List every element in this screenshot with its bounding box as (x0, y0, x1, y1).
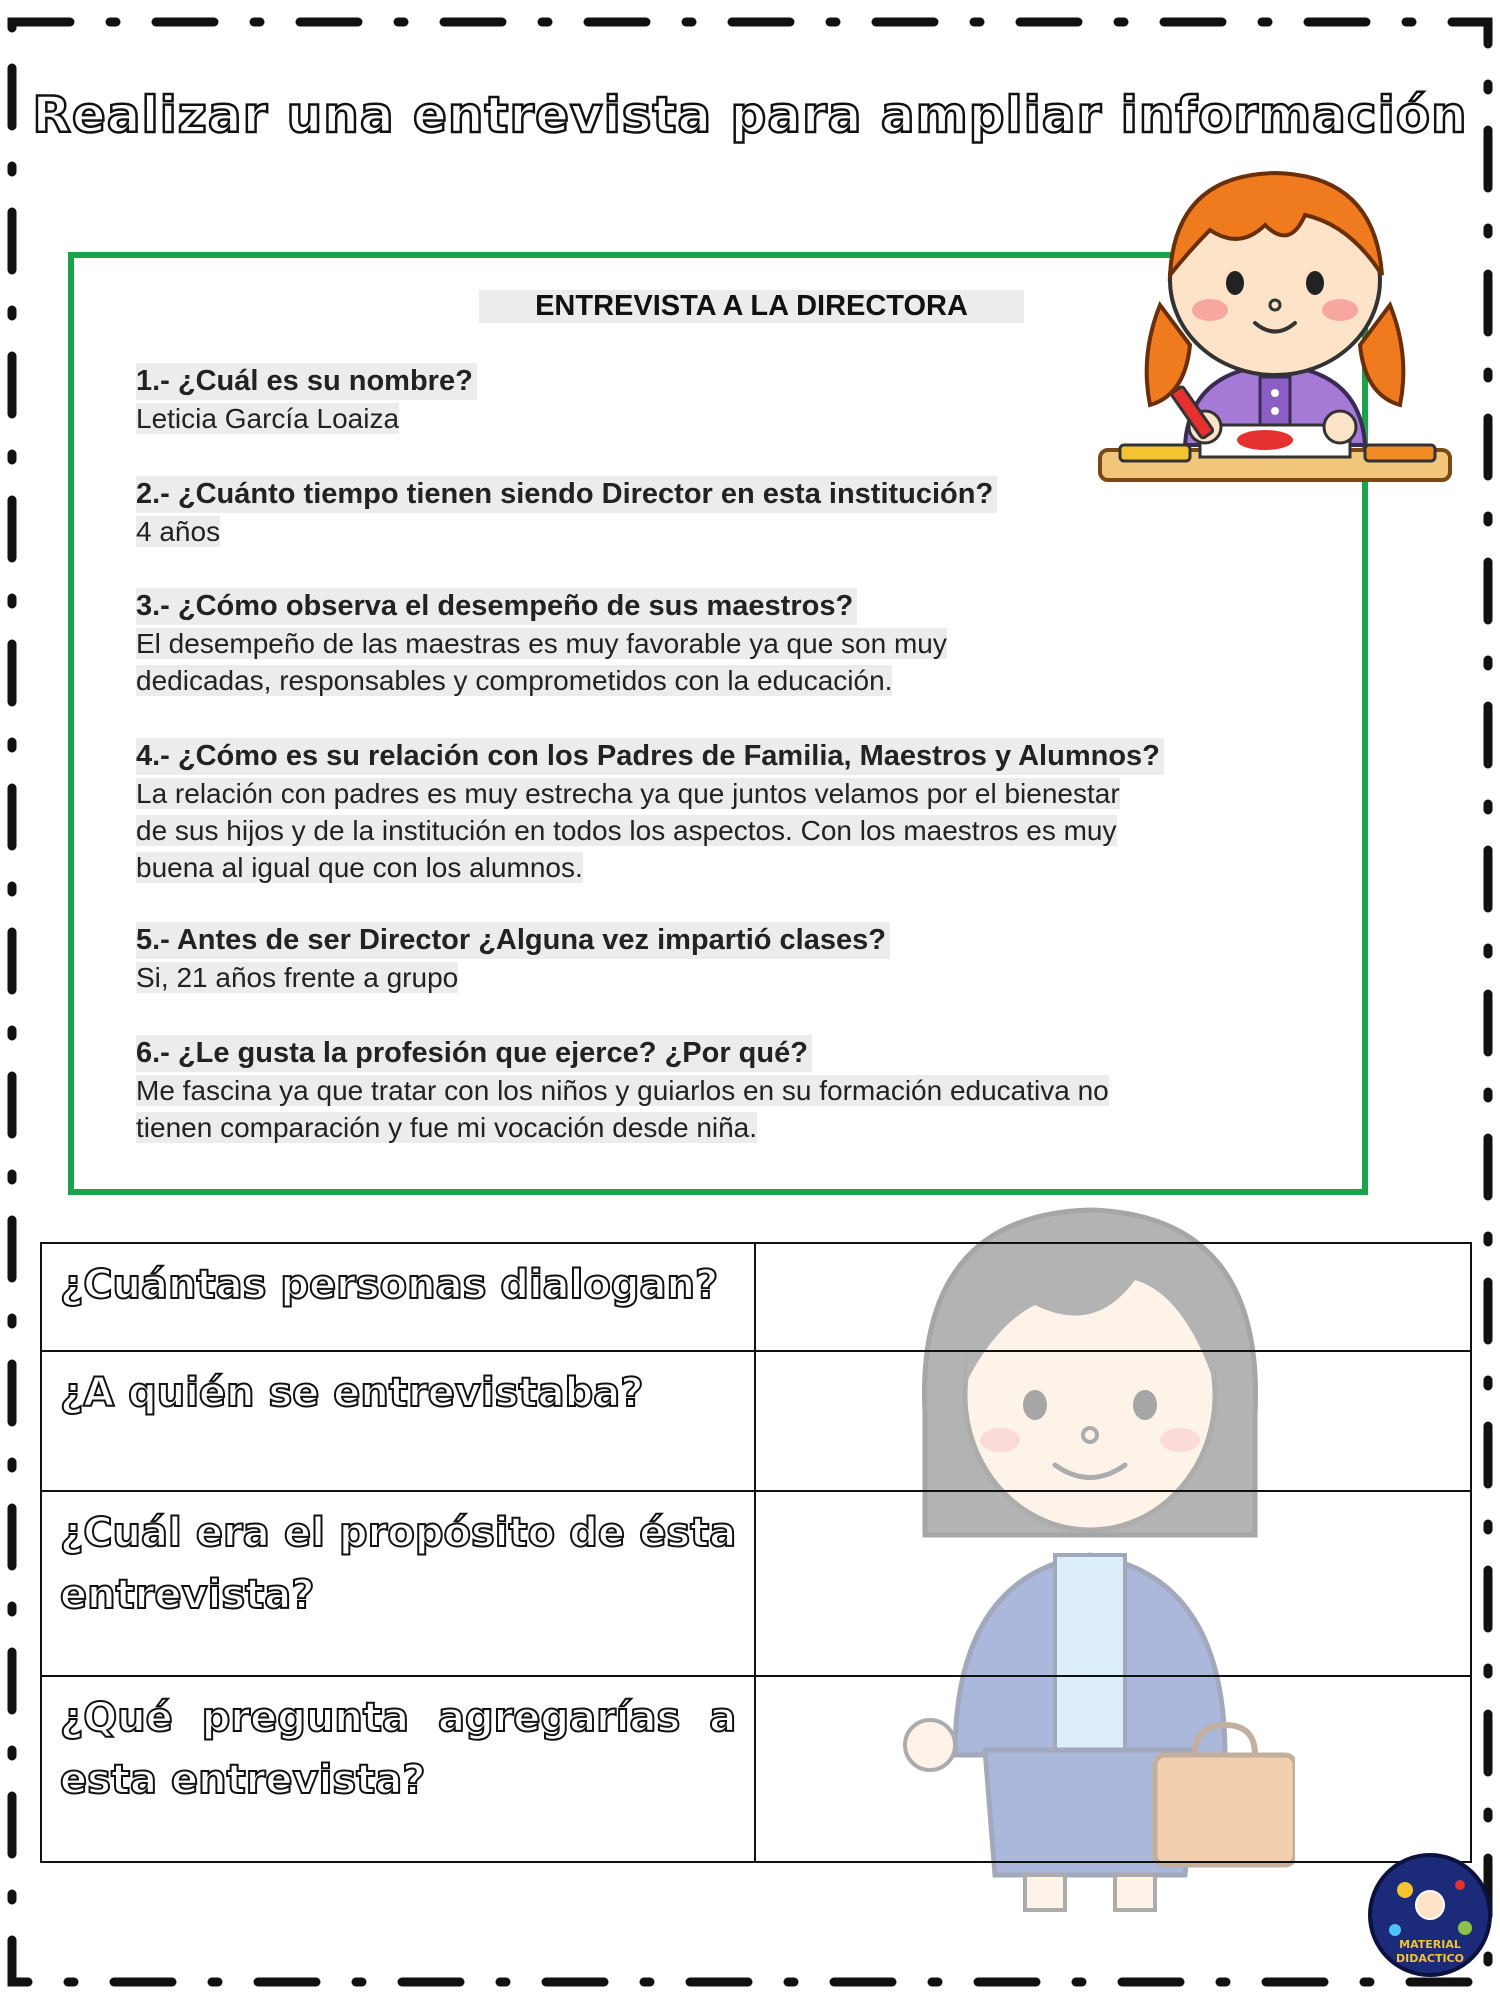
table-row (41, 1243, 1471, 1351)
table-row (41, 1676, 1471, 1862)
interview-answer: Me fascina ya que tratar con los niños y guiarlos en su formación educativa no tienen comparación y fue mi vocación desde niña. (136, 1075, 1109, 1143)
table-row (41, 1351, 1471, 1491)
worksheet-question: ¿Cuál era el propósito de ésta entrevista? (41, 1491, 755, 1676)
girl-drawing-illustration (1090, 155, 1460, 495)
interview-question: 5.- Antes de ser Director ¿Alguna vez impartió clases? (136, 922, 890, 959)
worksheet-answer-cell[interactable] (755, 1676, 1471, 1862)
interview-question: 6.- ¿Le gusta la profesión que ejerce? ¿Por qué? (136, 1035, 812, 1072)
worksheet-table (40, 1242, 1472, 1863)
worksheet-question: ¿A quién se entrevistaba? (41, 1351, 755, 1491)
worksheet-answer-cell[interactable] (755, 1351, 1471, 1491)
table-row (41, 1491, 1471, 1676)
interview-item-1 (136, 363, 477, 437)
interview-item-3 (136, 588, 947, 699)
material-didactico-logo (1365, 1850, 1495, 1980)
interview-answer: Leticia García Loaiza (136, 403, 400, 434)
interview-answer: 4 años (136, 516, 221, 547)
interview-answer: El desempeño de las maestras es muy favorable ya que son muy dedicadas, responsables y comprometidos con la educación. (136, 628, 947, 696)
interview-item-6 (136, 1035, 1109, 1146)
worksheet-answer-cell[interactable] (755, 1243, 1471, 1351)
logo-text-line1: MATERIAL (1399, 1938, 1461, 1951)
interview-item-2 (136, 476, 997, 550)
interview-question: 2.- ¿Cuánto tiempo tienen siendo Director en esta institución? (136, 476, 997, 513)
logo-text-line2: DIDACTICO (1396, 1952, 1464, 1965)
interview-heading: ENTREVISTA A LA DIRECTORA (479, 290, 1024, 323)
interview-answer: Si, 21 años frente a grupo (136, 962, 459, 993)
interview-item-4 (136, 738, 1164, 886)
worksheet-answer-cell[interactable] (755, 1491, 1471, 1676)
worksheet-question: ¿Qué pregunta agregarías a esta entrevista? (41, 1676, 755, 1862)
interview-question: 4.- ¿Cómo es su relación con los Padres de Familia, Maestros y Alumnos? (136, 738, 1164, 775)
interview-question: 1.- ¿Cuál es su nombre? (136, 363, 477, 400)
interview-item-5 (136, 922, 890, 996)
worksheet-question: ¿Cuántas personas dialogan? (41, 1243, 755, 1351)
interview-answer: La relación con padres es muy estrecha ya que juntos velamos por el bienestar de sus hijos y de la institución en todos los aspectos. Con los maestros es muy buena al igual que con los alumnos. (136, 778, 1120, 883)
page-title: Realizar una entrevista para ampliar información (32, 86, 1468, 144)
interview-question: 3.- ¿Cómo observa el desempeño de sus maestros? (136, 588, 857, 625)
